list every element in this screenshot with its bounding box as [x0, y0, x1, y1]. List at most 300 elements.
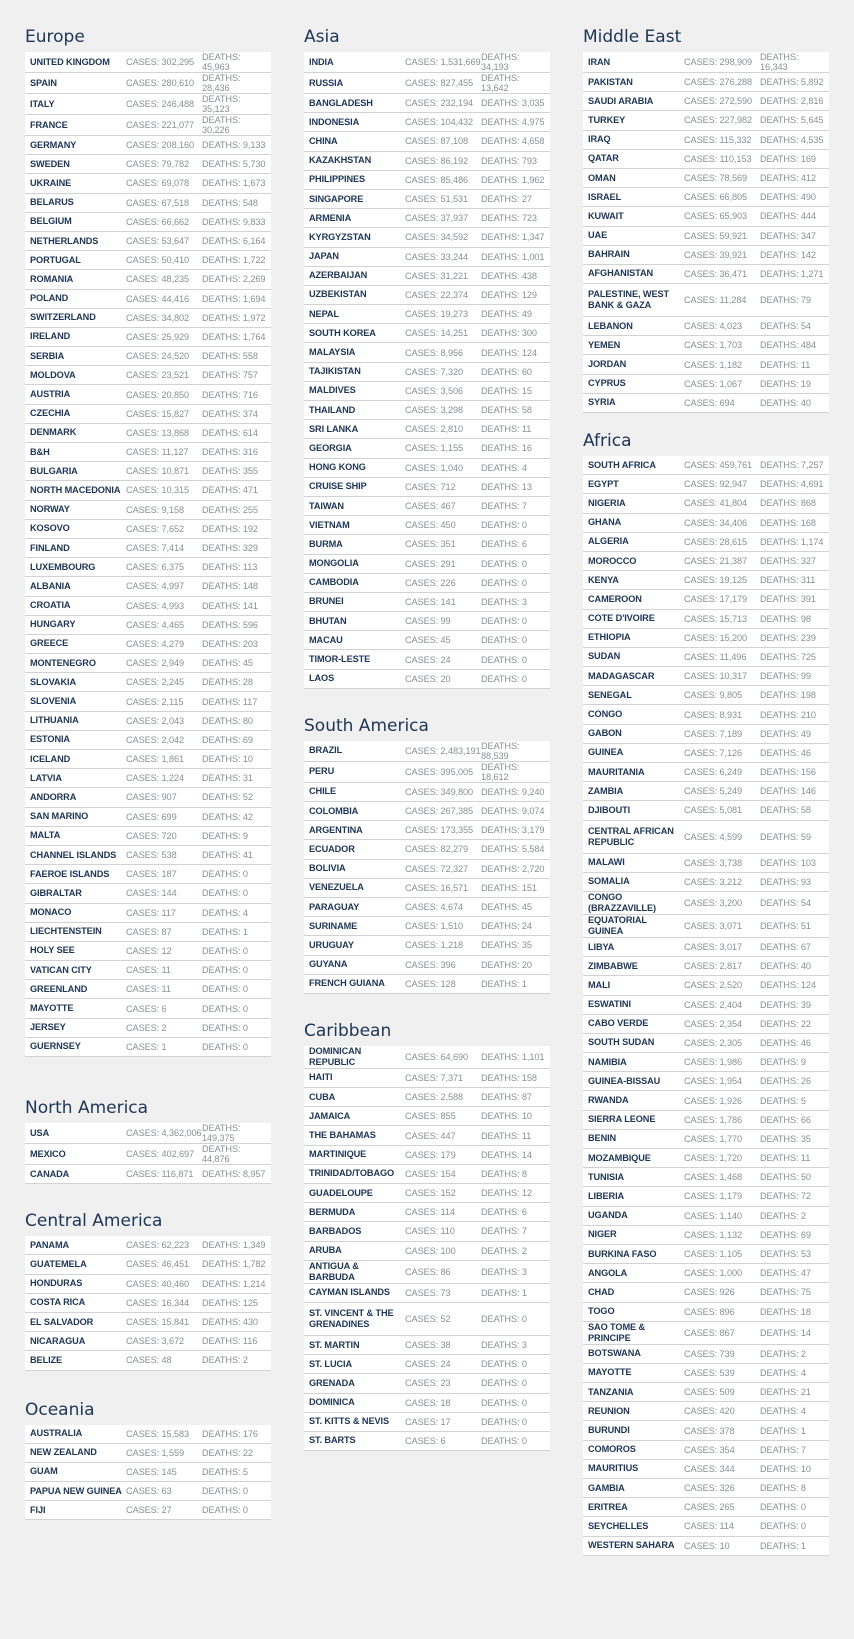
- cases-value: CASES: 53,647: [126, 236, 190, 247]
- country-name: ECUADOR: [309, 843, 355, 854]
- country-name: MONGOLIA: [309, 558, 359, 569]
- cases-value: CASES: 2,305: [684, 1037, 743, 1048]
- table-row: [304, 860, 550, 879]
- country-name: HAITI: [309, 1072, 333, 1083]
- cases-value: CASES: 7,414: [126, 543, 185, 554]
- table-row: [583, 1226, 829, 1245]
- deaths-value: DEATHS: 52: [202, 792, 253, 803]
- cases-value: CASES: 141: [405, 596, 456, 607]
- table-row: [25, 290, 271, 309]
- country-name: MAURITIUS: [588, 1463, 639, 1474]
- cases-value: CASES: 11,284: [684, 295, 747, 306]
- table-row: [25, 1501, 271, 1520]
- table-row: [583, 1053, 829, 1072]
- cases-value: CASES: 10,317: [684, 671, 748, 682]
- country-name: TAJIKISTAN: [309, 366, 361, 377]
- country-name: BELIZE: [30, 1354, 63, 1365]
- table-row: [583, 610, 829, 629]
- deaths-value: DEATHS: 34,193: [481, 52, 520, 72]
- table-row: [25, 328, 271, 347]
- country-name: MALI: [588, 979, 611, 990]
- country-name: NIGER: [588, 1229, 617, 1240]
- table-row: [583, 475, 829, 494]
- cases-value: CASES: 15,827: [126, 408, 190, 419]
- table-row: [304, 936, 550, 955]
- deaths-value: DEATHS: 0: [481, 577, 527, 588]
- deaths-value: DEATHS: 69: [202, 734, 253, 745]
- table-row: [583, 782, 829, 801]
- country-name: CYPRUS: [588, 378, 626, 389]
- region-middle-east: [583, 10, 829, 413]
- cases-value: CASES: 7,652: [126, 523, 185, 534]
- cases-value: CASES: 8,956: [405, 347, 464, 358]
- cases-value: CASES: 51,531: [405, 194, 469, 205]
- cases-value: CASES: 349,800: [405, 786, 474, 797]
- country-name: SLOVENIA: [30, 696, 77, 707]
- cases-value: CASES: 1,720: [684, 1153, 743, 1164]
- table-row: [583, 1072, 829, 1091]
- deaths-value: DEATHS: 8: [760, 1483, 806, 1494]
- table-row: [25, 213, 271, 232]
- table-row: [583, 1283, 829, 1302]
- table-row: [304, 612, 550, 631]
- deaths-value: DEATHS: 46: [760, 1037, 811, 1048]
- table-row: [304, 171, 550, 190]
- cases-value: CASES: 3,212: [684, 876, 743, 887]
- table-row: [25, 865, 271, 884]
- deaths-value: DEATHS: 7: [481, 501, 527, 512]
- cases-value: CASES: 110,153: [684, 153, 752, 164]
- cases-value: CASES: 73: [405, 1287, 451, 1298]
- country-name: CAMBODIA: [309, 577, 359, 588]
- table-row: [583, 892, 829, 915]
- cases-value: CASES: 7,371: [405, 1072, 464, 1083]
- cases-value: CASES: 827,455: [405, 78, 474, 88]
- cases-value: CASES: 44,416: [126, 293, 190, 304]
- cases-value: CASES: 20: [405, 673, 451, 684]
- cases-value: CASES: 34,406: [684, 517, 748, 528]
- table-row: [304, 1069, 550, 1088]
- table-row: [25, 1038, 271, 1057]
- table-row: [25, 366, 271, 385]
- cases-value: CASES: 1,179: [684, 1191, 743, 1202]
- country-name: CABO VERDE: [588, 1018, 649, 1029]
- cases-value: CASES: 907: [126, 792, 177, 803]
- cases-value: CASES: 1,531,669: [405, 57, 481, 67]
- deaths-value: DEATHS: 27: [481, 194, 532, 205]
- country-table: [304, 1046, 550, 1451]
- cases-value: CASES: 104,432: [405, 117, 474, 128]
- deaths-value: DEATHS: 1,962: [481, 174, 545, 185]
- cases-value: CASES: 8,931: [684, 709, 743, 720]
- deaths-value: DEATHS: 99: [760, 671, 811, 682]
- table-row: [583, 1245, 829, 1264]
- cases-value: CASES: 12: [126, 945, 172, 956]
- cases-value: CASES: 100: [405, 1245, 456, 1256]
- cases-value: CASES: 40,460: [126, 1278, 190, 1289]
- cases-value: CASES: 19,273: [405, 309, 469, 320]
- cases-value: CASES: 59,921: [684, 230, 748, 241]
- country-name: ITALY: [30, 98, 55, 109]
- table-row: [583, 1460, 829, 1479]
- country-name: MEXICO: [30, 1148, 66, 1159]
- country-name: INDONESIA: [309, 116, 360, 127]
- cases-value: CASES: 272,590: [684, 96, 753, 107]
- country-name: AUSTRALIA: [30, 1428, 83, 1439]
- deaths-value: DEATHS: 0: [202, 965, 248, 976]
- cases-value: CASES: 1,986: [684, 1057, 743, 1068]
- deaths-value: DEATHS: 0: [760, 1521, 806, 1532]
- cases-value: CASES: 344: [684, 1463, 735, 1474]
- table-row: [583, 1168, 829, 1187]
- table-row: [25, 1351, 271, 1370]
- cases-value: CASES: 1,468: [684, 1172, 743, 1183]
- country-name: YEMEN: [588, 339, 621, 350]
- deaths-value: DEATHS: 9,833: [202, 216, 266, 227]
- deaths-value: DEATHS: 793: [481, 155, 537, 166]
- cases-value: CASES: 110: [405, 1226, 455, 1237]
- cases-value: CASES: 739: [684, 1348, 735, 1359]
- country-name: KYRGYZSTAN: [309, 231, 371, 242]
- table-row: [583, 1498, 829, 1517]
- table-row: [304, 401, 550, 420]
- region-north-america: [25, 1081, 271, 1184]
- deaths-value: DEATHS: 22: [760, 1018, 811, 1029]
- country-name: GIBRALTAR: [30, 887, 82, 898]
- country-name: MAYOTTE: [588, 1367, 632, 1378]
- country-name: GREENLAND: [30, 983, 88, 994]
- country-name: LUXEMBOURG: [30, 561, 96, 572]
- table-row: [304, 1284, 550, 1303]
- country-name: BRAZIL: [309, 745, 343, 756]
- table-row: [583, 854, 829, 873]
- table-row: [304, 821, 550, 840]
- deaths-value: DEATHS: 146: [760, 786, 816, 797]
- deaths-value: DEATHS: 484: [760, 340, 816, 351]
- region-title: Europe: [25, 27, 85, 47]
- cases-value: CASES: 24: [405, 654, 451, 665]
- deaths-value: DEATHS: 1,972: [202, 312, 266, 323]
- country-name: ROMANIA: [30, 273, 74, 284]
- table-row: [304, 555, 550, 574]
- cases-value: CASES: 1,000: [684, 1268, 743, 1279]
- table-row: [583, 1111, 829, 1130]
- cases-value: CASES: 354: [684, 1444, 735, 1455]
- country-name: ARGENTINA: [309, 824, 363, 835]
- country-name: NEW ZEALAND: [30, 1447, 97, 1458]
- cases-value: CASES: 1,155: [405, 443, 464, 454]
- cases-value: CASES: 1,703: [684, 340, 743, 351]
- deaths-value: DEATHS: 47: [760, 1268, 811, 1279]
- deaths-value: DEATHS: 45,963: [202, 52, 241, 72]
- deaths-value: DEATHS: 13: [481, 481, 532, 492]
- cases-value: CASES: 86,192: [405, 155, 469, 166]
- deaths-value: DEATHS: 11: [760, 359, 811, 370]
- table-row: [304, 516, 550, 535]
- region-title: Middle East: [583, 27, 682, 47]
- cases-value: CASES: 33,244: [405, 251, 469, 262]
- table-row: [25, 692, 271, 711]
- cases-value: CASES: 2,483,191: [405, 745, 481, 756]
- deaths-value: DEATHS: 0: [481, 558, 527, 569]
- country-name: ZIMBABWE: [588, 960, 638, 971]
- cases-value: CASES: 10,315: [126, 485, 190, 496]
- deaths-value: DEATHS: 0: [481, 654, 527, 665]
- deaths-value: DEATHS: 4,691: [760, 479, 824, 490]
- deaths-value: DEATHS: 0: [481, 1359, 527, 1370]
- country-name: ERITREA: [588, 1501, 628, 1512]
- country-name: THE BAHAMAS: [309, 1130, 376, 1141]
- country-name: OMAN: [588, 172, 616, 183]
- cases-value: CASES: 52: [405, 1313, 451, 1324]
- table-row: [25, 942, 271, 961]
- table-row: [304, 248, 550, 267]
- deaths-value: DEATHS: 0: [202, 1505, 248, 1516]
- country-name: KENYA: [588, 574, 619, 585]
- table-row: [25, 501, 271, 520]
- table-row: [304, 783, 550, 802]
- cases-value: CASES: 4,993: [126, 600, 185, 611]
- cases-value: CASES: 23,521: [126, 370, 190, 381]
- cases-value: CASES: 5,249: [684, 786, 743, 797]
- deaths-value: DEATHS: 1,347: [481, 232, 545, 243]
- country-name: GEORGIA: [309, 442, 352, 453]
- country-name: COTE D'IVOIRE: [588, 613, 655, 624]
- cases-value: CASES: 37,937: [405, 213, 469, 224]
- country-name: GRENADA: [309, 1377, 355, 1388]
- cases-value: CASES: 31,221: [405, 270, 469, 281]
- deaths-value: DEATHS: 42: [202, 811, 253, 822]
- cases-value: CASES: 18: [405, 1397, 451, 1408]
- table-row: [583, 590, 829, 609]
- deaths-value: DEATHS: 28: [202, 677, 253, 688]
- cases-value: CASES: 720: [126, 830, 177, 841]
- country-name: SOUTH SUDAN: [588, 1037, 655, 1048]
- table-row: [304, 324, 550, 343]
- table-row: [583, 394, 829, 413]
- table-row: [583, 456, 829, 475]
- cases-value: CASES: 34,802: [126, 312, 190, 323]
- country-name: LAOS: [309, 673, 335, 684]
- deaths-value: DEATHS: 45: [481, 902, 532, 913]
- deaths-value: DEATHS: 2: [760, 1348, 806, 1359]
- deaths-value: DEATHS: 5,645: [760, 115, 824, 126]
- deaths-value: DEATHS: 40: [760, 961, 811, 972]
- cases-value: CASES: 538: [126, 850, 177, 861]
- cases-value: CASES: 1,224: [126, 773, 185, 784]
- cases-value: CASES: 48: [126, 1355, 172, 1366]
- table-row: [25, 232, 271, 251]
- table-row: [304, 650, 550, 669]
- country-name: BULGARIA: [30, 465, 78, 476]
- table-row: [304, 267, 550, 286]
- cases-value: CASES: 78,569: [684, 173, 748, 184]
- country-name: SOMALIA: [588, 876, 630, 887]
- country-name: IRAQ: [588, 134, 611, 145]
- table-row: [25, 673, 271, 692]
- table-row: [304, 1146, 550, 1165]
- deaths-value: DEATHS: 24: [481, 921, 532, 932]
- table-row: [25, 616, 271, 635]
- deaths-value: DEATHS: 2,269: [202, 274, 266, 285]
- cases-value: CASES: 221,077: [126, 120, 195, 130]
- country-name: GERMANY: [30, 139, 77, 150]
- deaths-value: DEATHS: 4: [481, 462, 527, 473]
- table-row: [583, 938, 829, 957]
- cases-value: CASES: 15,713: [684, 613, 748, 624]
- table-row: [304, 879, 550, 898]
- deaths-value: DEATHS: 3: [481, 1266, 527, 1277]
- country-name: MOZAMBIQUE: [588, 1152, 651, 1163]
- cases-value: CASES: 280,610: [126, 78, 195, 88]
- country-name: CANADA: [30, 1168, 70, 1179]
- table-row: [304, 1374, 550, 1393]
- table-row: [25, 424, 271, 443]
- table-row: [25, 1482, 271, 1501]
- table-row: [583, 1402, 829, 1421]
- table-row: [25, 712, 271, 731]
- deaths-value: DEATHS: 5,730: [202, 159, 266, 170]
- cases-value: CASES: 17,179: [684, 594, 748, 605]
- deaths-value: DEATHS: 54: [760, 897, 811, 908]
- table-row: [583, 976, 829, 995]
- country-name: TIMOR-LESTE: [309, 654, 371, 665]
- table-row: [25, 1165, 271, 1184]
- table-row: [583, 265, 829, 284]
- country-name: AFGHANISTAN: [588, 268, 654, 279]
- deaths-value: DEATHS: 0: [481, 1416, 527, 1427]
- deaths-value: DEATHS: 0: [760, 1502, 806, 1513]
- table-row: [304, 1336, 550, 1355]
- table-row: [25, 577, 271, 596]
- country-name: CROATIA: [30, 600, 71, 611]
- deaths-value: DEATHS: 117: [202, 696, 258, 707]
- deaths-value: DEATHS: 13,642: [481, 73, 520, 93]
- deaths-value: DEATHS: 596: [202, 619, 258, 630]
- deaths-value: DEATHS: 1,214: [202, 1278, 266, 1289]
- cases-value: CASES: 13,868: [126, 427, 190, 438]
- country-name: PANAMA: [30, 1239, 70, 1250]
- country-name: CAYMAN ISLANDS: [309, 1287, 390, 1298]
- table-row: [25, 999, 271, 1018]
- cases-value: CASES: 539: [684, 1367, 735, 1378]
- deaths-value: DEATHS: 2: [760, 1210, 806, 1221]
- table-row: [304, 1355, 550, 1374]
- country-name: CAMEROON: [588, 593, 642, 604]
- table-row: [583, 207, 829, 226]
- cases-value: CASES: 116,871: [126, 1169, 194, 1180]
- table-row: [304, 1126, 550, 1145]
- country-name: SWEDEN: [30, 158, 70, 169]
- cases-value: CASES: 378: [684, 1425, 735, 1436]
- table-row: [304, 535, 550, 554]
- deaths-value: DEATHS: 329: [202, 543, 258, 554]
- country-name: BELGIUM: [30, 216, 72, 227]
- country-name: MONTENEGRO: [30, 657, 96, 668]
- cases-value: CASES: 3,200: [684, 897, 743, 908]
- cases-value: CASES: 46,451: [126, 1259, 190, 1270]
- cases-value: CASES: 291: [405, 558, 456, 569]
- table-row: [583, 1207, 829, 1226]
- deaths-value: DEATHS: 54: [760, 321, 811, 332]
- deaths-value: DEATHS: 176: [202, 1428, 258, 1439]
- deaths-value: DEATHS: 5: [760, 1095, 806, 1106]
- deaths-value: DEATHS: 18,612: [481, 761, 520, 782]
- table-row: [25, 539, 271, 558]
- deaths-value: DEATHS: 79: [760, 295, 811, 306]
- cases-value: CASES: 22,374: [405, 289, 469, 300]
- deaths-value: DEATHS: 9,074: [481, 806, 545, 817]
- deaths-value: DEATHS: 391: [760, 594, 816, 605]
- deaths-value: DEATHS: 20: [481, 959, 532, 970]
- deaths-value: DEATHS: 716: [202, 389, 258, 400]
- country-name: AZERBAIJAN: [309, 270, 368, 281]
- table-row: [25, 1332, 271, 1351]
- deaths-value: DEATHS: 10: [202, 754, 253, 765]
- country-name: URUGUAY: [309, 939, 354, 950]
- cases-value: CASES: 2,404: [684, 999, 743, 1010]
- table-row: [583, 355, 829, 374]
- country-name: DJIBOUTI: [588, 804, 631, 815]
- deaths-value: DEATHS: 58: [481, 405, 532, 416]
- table-row: [583, 1364, 829, 1383]
- country-name: TOGO: [588, 1306, 615, 1317]
- table-row: [304, 152, 550, 171]
- country-name: GUAM: [30, 1466, 58, 1477]
- cases-value: CASES: 62,223: [126, 1240, 190, 1251]
- table-row: [583, 1149, 829, 1168]
- table-row: [25, 52, 271, 73]
- deaths-value: DEATHS: 59: [760, 831, 811, 842]
- deaths-value: DEATHS: 1,782: [202, 1259, 266, 1270]
- deaths-value: DEATHS: 2,816: [760, 96, 824, 107]
- country-table: [304, 741, 550, 994]
- deaths-value: DEATHS: 129: [481, 289, 537, 300]
- country-name: KOSOVO: [30, 523, 70, 534]
- table-row: [583, 533, 829, 552]
- cases-value: CASES: 227,982: [684, 115, 753, 126]
- cases-value: CASES: 144: [126, 888, 177, 899]
- cases-value: CASES: 11: [126, 965, 171, 976]
- deaths-value: DEATHS: 757: [202, 370, 258, 381]
- deaths-value: DEATHS: 28,436: [202, 73, 241, 93]
- deaths-value: DEATHS: 9,133: [202, 140, 266, 151]
- deaths-value: DEATHS: 12: [481, 1188, 532, 1199]
- cases-value: CASES: 699: [126, 811, 177, 822]
- region-central-america: [25, 1194, 271, 1370]
- country-name: ST. KITTS & NEVIS: [309, 1416, 389, 1427]
- country-name: TURKEY: [588, 114, 626, 125]
- deaths-value: DEATHS: 0: [202, 1022, 248, 1033]
- deaths-value: DEATHS: 5,584: [481, 844, 545, 855]
- deaths-value: DEATHS: 430: [202, 1317, 258, 1328]
- deaths-value: DEATHS: 30,226: [202, 115, 241, 135]
- cases-value: CASES: 10: [684, 1540, 730, 1551]
- country-name: ISRAEL: [588, 191, 622, 202]
- deaths-value: DEATHS: 355: [202, 466, 258, 477]
- cases-value: CASES: 450: [405, 520, 456, 531]
- table-row: [583, 552, 829, 571]
- deaths-value: DEATHS: 67: [760, 942, 811, 953]
- table-row: [304, 1165, 550, 1184]
- country-name: KUWAIT: [588, 210, 624, 221]
- country-name: ALBANIA: [30, 580, 71, 591]
- region-oceania: [25, 1383, 271, 1521]
- cases-value: CASES: 16,344: [126, 1297, 190, 1308]
- table-row: [583, 763, 829, 782]
- country-name: MADAGASCAR: [588, 670, 655, 681]
- country-table: [583, 456, 829, 1556]
